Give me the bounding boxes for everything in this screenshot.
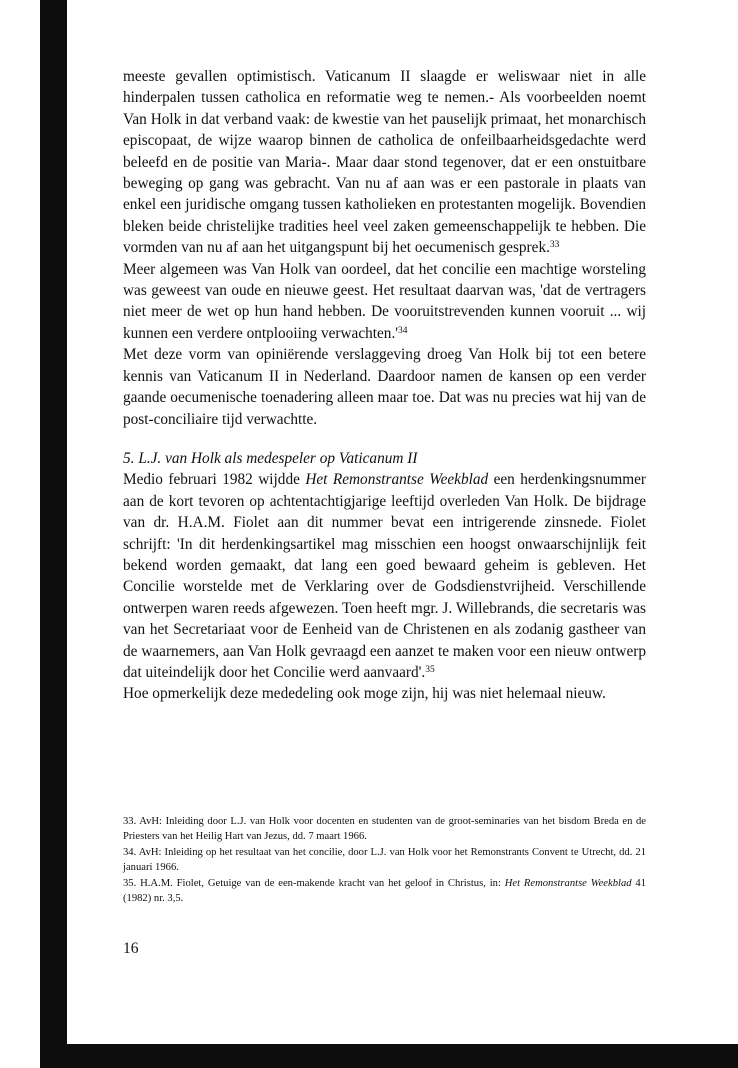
scan-border-bottom — [40, 1044, 738, 1068]
paragraph-1: meeste gevallen optimistisch. Vaticanum II slaagde er weliswaar niet in alle hinderpalen tussen catholica en reformatie weg te nemen.- Als voorbeelden noemt Van Holk in dat verband vaak: de kwestie van het pauselijk primaat, het monarchisch episcopaat, de wijze waarop binnen de catholica de onfeilbaarheidsgedachte werd beleefd en de positie van Maria-. Maar daar stond tegenover, dat er een onstuitbare beweging op gang was gebracht. Van nu af aan was er een pastorale in plaats van enkel een juridische omgang tussen katholieken en protestanten mogelijk. Bovendien bleken beide christelijke tradities heel veel zaken gemeenschappelijk te hebben. Die vormden van nu af aan het uitgangspunt bij het oecumenisch gesprek.$^{33}$ — [123, 68, 646, 257]
footnote-35: 35. H.A.M. Fiolet, Getuige van de een-makende kracht van het geloof in Christus, in: Het Remonstrantse Weekblad 41 (1982) nr. 3,5. — [123, 877, 646, 905]
paragraph-3: Met deze vorm van opiniërende verslaggeving droeg Van Holk bij tot een betere kennis van Vaticanum II in Nederland. Daardoor namen de kansen op een verder gaande oecumenische toenadering alleen maar toe. Dat was nu precies wat hij van de post-conciliaire tijd verwachtte. — [123, 346, 646, 428]
paragraph-2: Meer algemeen was Van Holk van oordeel, dat het concilie een machtige worsteling was geweest van oude en nieuwe geest. Het resultaat daarvan was, 'dat de vertragers niet meer de wet op hun hand hebben. De vooruitstrevenden kunnen vooruit ... wij kunnen een verdere ontplooiing $verwachten.'^{34}$ — [123, 260, 646, 342]
footnote-34: 34. AvH: Inleiding op het resultaat van het concilie, door L.J. van Holk voor het Remonstrants Convent te Utrecht, dd. 21 januari 1966. — [123, 846, 646, 874]
footnote-ref-34: 34 — [398, 325, 408, 336]
paragraph-5: Hoe opmerkelijk deze mededeling ook moge zijn, hij was niet helemaal nieuw. — [123, 685, 606, 703]
footnote-ref-35: 35 — [425, 664, 435, 675]
page-number: 16 — [123, 940, 139, 957]
main-text — [123, 66, 646, 705]
scan-border-left — [40, 0, 67, 1068]
section-number: 5. — [123, 449, 135, 467]
publication-title: Het Remonstrantse Weekblad — [305, 471, 489, 489]
section-heading — [123, 448, 646, 469]
footnote-publication-title: Het Remonstrantse Weekblad — [504, 877, 632, 889]
footnote-33: 33. AvH: Inleiding door L.J. van Holk voor docenten en studenten van de groot-seminaries van het bisdom Breda en de Priesters van het Heilig Hart van Jezus, dd. 7 maart 1966. — [123, 816, 646, 843]
footnote-ref-33: 33 — [549, 240, 560, 251]
paragraph-4: Medio februari 1982 wijdde Het Remonstrantse Weekblad een herdenkingsnummer aan de kort tevoren op achtentachtigjarige leeftijd overleden Van Holk. De bijdrage van dr. H.A.M. Fiolet aan dit nummer bevat een intrigerende zinsnede. Fiolet schrijft: 'In dit herdenkingsartikel mag misschien een hoogst onwaarschijnlijk feit bekend worden gemaakt, dat lang een goed bewaard geheim is gebleven. Het Concilie worstelde met de Verklaring over de Godsdienstvrijheid. Verschillende ontwerpen waren reeds afgewezen. Toen heeft mgr. J. Willebrands, die secretaris was van het Secretariaat voor de Eenheid van de Christenen en als zodanig gastheer van de waarnemers, aan Van Holk gevraagd een aanzet te maken voor een nieuw ontwerp dat uiteindelijk door het Concilie werd aanvaard'.$^{35}$ — [123, 471, 646, 681]
section-gap — [123, 430, 646, 448]
section-title: L.J. van Holk als medespeler op Vaticanum II — [138, 449, 418, 467]
footnotes — [123, 814, 646, 906]
